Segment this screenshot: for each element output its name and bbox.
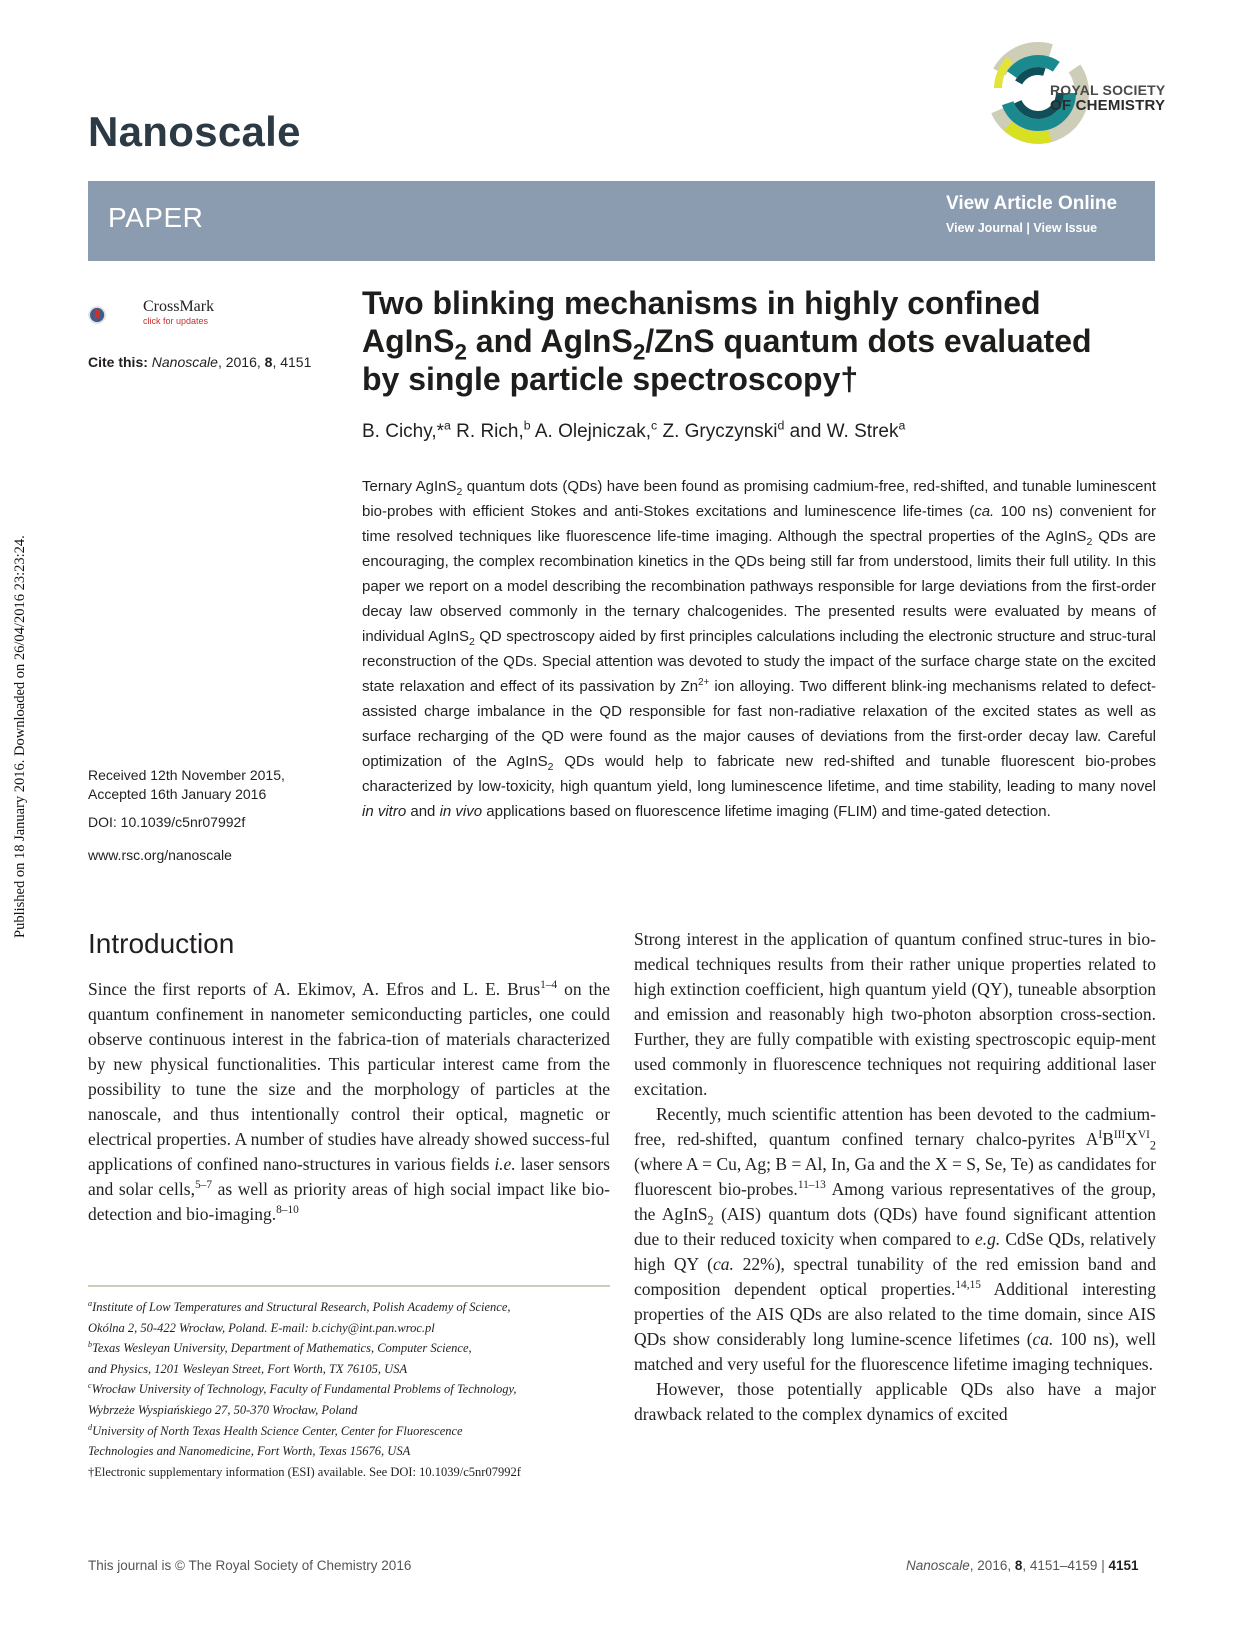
cite-label: Cite this: bbox=[88, 354, 148, 370]
superscript: I bbox=[1098, 1129, 1103, 1142]
paragraph bbox=[634, 1102, 1156, 1377]
view-issue-link[interactable]: View Issue bbox=[1033, 221, 1098, 235]
abstract-text: quantum dots (QDs) have been found as promising cadmium-free, red-shifted, and tunable luminescent bio-probes with efficient Stokes and anti-Stokes excitations and luminescence life-times ( bbox=[362, 478, 1157, 520]
reference-link[interactable]: 8–10 bbox=[276, 1204, 299, 1217]
abstract-text: and bbox=[406, 803, 440, 820]
reference-link[interactable]: 1–4 bbox=[540, 979, 558, 992]
body-text: as well as priority areas of high social impact like bio-detection and bio-imaging. bbox=[88, 1179, 610, 1224]
download-stamp: Published on 18 January 2016. Downloaded on 26/04/2016 23:23:24. bbox=[12, 535, 28, 938]
body-text: laser sensors and solar cells, bbox=[88, 1154, 610, 1199]
page-number: 4151 bbox=[1108, 1558, 1139, 1573]
subscript: 2 bbox=[469, 636, 475, 648]
journal-name: Nanoscale bbox=[88, 108, 301, 155]
abstract-text: QD spectroscopy aided by first principles calculations including the electronic structure and struc-tural reconstruction of the QDs. Special attention was devoted to study the impact of the surface charge state on the excited state relaxation and effect of its passivation by Zn bbox=[362, 628, 1156, 695]
body-text: X bbox=[1125, 1129, 1138, 1149]
affiliation-text: Wrocław University of Technology, Faculty of Fundamental Problems of Technology, bbox=[91, 1382, 517, 1397]
body-text: (AIS) quantum dots (QDs) have found significant attention due to their reduced toxicity when compared to bbox=[634, 1204, 1156, 1249]
cite-year: , 2016, bbox=[217, 354, 265, 370]
article-type-label: PAPER bbox=[108, 202, 204, 233]
abstract-text: Ternary AgInS bbox=[362, 478, 457, 495]
abstract-text: ion alloying. Two different blink-ing mechanisms related to defect-assisted charge imbalance in the QD responsible for fast non-radiative relaxation of the excited states as well as surface recharging of the QD were found as the major causes of deviations from the first-order decay law. Careful optimization of the AgInS bbox=[362, 678, 1156, 770]
affiliation-a-cont: Okólna 2, 50-422 Wrocław, Poland. E-mail: b.cichy@int.pan.wroc.pl bbox=[88, 1320, 435, 1335]
title-subscript: 2 bbox=[454, 339, 467, 365]
title-part: /ZnS quantum dots evaluated bbox=[645, 323, 1092, 359]
page-citation bbox=[906, 1558, 1139, 1573]
superscript: 2+ bbox=[698, 677, 710, 688]
affiliation-mark: a bbox=[444, 418, 451, 433]
body-italic: ca. bbox=[713, 1254, 734, 1274]
body-text: on the quantum confinement in nanometer semiconducting particles, one could observe continuous interest in the fabrica-tion of materials characterized by new physical functionalities. This particular interest came from the possibility to tune the size and the morphology of particles at the nanoscale, and thus intentionally control their optical, magnetic or electrical properties. A number of studies have already showed success-ful applications of confined nano-structures in various fields bbox=[88, 979, 610, 1174]
body-text: (where A = Cu, Ag; B = Al, In, Ga and the X = S, Se, Te) as candidates for fluorescent bio-probes. bbox=[634, 1154, 1156, 1199]
affiliation-mark: b bbox=[523, 418, 531, 433]
view-article-online-link[interactable]: View Article Online bbox=[946, 193, 1118, 214]
title-part: and AgInS bbox=[466, 323, 633, 359]
superscript: III bbox=[1113, 1129, 1126, 1142]
affiliations bbox=[88, 1297, 610, 1482]
title-subscript: 2 bbox=[632, 339, 646, 365]
affiliation-text: University of North Texas Health Science Center, Center for Fluorescence bbox=[92, 1423, 463, 1438]
abstract-italic: in vivo bbox=[439, 803, 483, 820]
intro-right-column bbox=[634, 927, 1156, 1427]
subscript: 2 bbox=[1086, 536, 1093, 548]
body-italic: i.e. bbox=[494, 1154, 516, 1174]
body-text: CdSe QDs, relatively high QY ( bbox=[634, 1229, 1156, 1274]
body-text: Additional interesting properties of the AIS QDs are also related to the time domain, since AIS QDs show considerably long lumine-scence lifetimes ( bbox=[634, 1279, 1156, 1349]
link-separator: | bbox=[1026, 221, 1030, 235]
subscript: 2 bbox=[547, 761, 554, 773]
footer-separator: | bbox=[1097, 1558, 1109, 1573]
journal-url-link[interactable]: www.rsc.org/nanoscale bbox=[88, 847, 232, 863]
footnote-divider bbox=[88, 1285, 610, 1287]
superscript: VI bbox=[1137, 1129, 1150, 1142]
abstract bbox=[362, 474, 1156, 824]
author[interactable]: Z. Gryczynski bbox=[657, 421, 778, 442]
affiliation-b-cont: and Physics, 1201 Wesleyan Street, Fort Worth, TX 76105, USA bbox=[88, 1361, 408, 1376]
affiliation-d-cont: Technologies and Nanomedicine, Fort Worth, Texas 15676, USA bbox=[88, 1444, 411, 1459]
cite-this bbox=[88, 354, 311, 370]
abstract-text: QDs are encouraging, the complex recombination kinetics in the QDs being still far from understood, limits their full utility. In this paper we report on a model describing the recombination pathways responsible for large deviations from the first-order decay law observed commonly in the ternary chalcogenides. The presented results were evaluated by means of individual AgInS bbox=[362, 528, 1156, 645]
title-part: AgInS bbox=[362, 323, 455, 359]
affiliation-mark: a bbox=[88, 1298, 93, 1308]
subscript: 2 bbox=[1149, 1138, 1156, 1153]
affiliation-c bbox=[88, 1379, 610, 1400]
author[interactable]: B. Cichy,* bbox=[362, 421, 445, 442]
article-title bbox=[362, 284, 1142, 398]
author-list bbox=[362, 418, 906, 443]
view-links bbox=[946, 221, 1097, 235]
crossmark-icon[interactable] bbox=[88, 288, 142, 342]
abstract-text: 100 ns) convenient for time resolved techniques like fluorescence life-time imaging. Although the spectral properties of the AgInS bbox=[362, 503, 1156, 545]
rsc-logo-line2: OF CHEMISTRY bbox=[1050, 97, 1166, 114]
body-text: 100 ns), well matched and very useful for the fluorescence lifetime imaging techniques. bbox=[634, 1329, 1156, 1374]
paragraph: However, those potentially applicable QDs also have a major drawback related to the complex dynamics of excited bbox=[634, 1379, 1156, 1424]
footer-journal: Nanoscale bbox=[906, 1558, 970, 1573]
affiliation-text: Institute of Low Temperatures and Structural Research, Polish Academy of Science, bbox=[92, 1300, 511, 1314]
abstract-italic: ca. bbox=[974, 503, 995, 520]
paragraph: Strong interest in the application of quantum confined struc-tures in bio-medical techniques results from their rather unique properties related to high extinction coefficient, high quantum yield (QY), tuneable absorption and emission and reasonably high two-photon absorption cross-section. Further, they are fully compatible with existing spectroscopic equip-ment used commonly in fluorescence techniques not requiring additional laser excitation. bbox=[634, 929, 1156, 1099]
title-line-3: by single particle spectroscopy† bbox=[362, 361, 859, 397]
copyright-notice: This journal is © The Royal Society of Chemistry 2016 bbox=[88, 1558, 412, 1573]
body-italic: ca. bbox=[1032, 1329, 1054, 1349]
abstract-text: applications based on fluorescence lifetime imaging (FLIM) and time-gated detection. bbox=[482, 803, 1051, 820]
intro-left-column bbox=[88, 977, 610, 1227]
footer-volume: 8 bbox=[1014, 1558, 1023, 1573]
author[interactable]: A. Olejniczak, bbox=[530, 421, 652, 442]
body-text: Since the first reports of A. Ekimov, A. Efros and L. E. Brus bbox=[88, 979, 541, 999]
affiliation-mark: c bbox=[88, 1381, 92, 1391]
affiliation-mark: b bbox=[88, 1340, 93, 1350]
esi-note[interactable]: †Electronic supplementary information (ESI) available. See DOI: 10.1039/c5nr07992f bbox=[88, 1464, 521, 1479]
title-line-1: Two blinking mechanisms in highly confined bbox=[362, 285, 1041, 321]
body-text: 22%), spectral tunability of the red emission band and composition dependent optical properties. bbox=[634, 1254, 1156, 1299]
author[interactable]: R. Rich, bbox=[450, 421, 524, 442]
footer-year: , 2016, bbox=[969, 1558, 1015, 1573]
affiliation-b bbox=[88, 1338, 610, 1359]
affiliation-mark: c bbox=[651, 418, 658, 433]
body-text: B bbox=[1102, 1129, 1114, 1149]
reference-link[interactable]: 14,15 bbox=[955, 1279, 981, 1292]
rsc-logo-text bbox=[1050, 83, 1165, 113]
crossmark-sub-label[interactable]: click for updates bbox=[143, 316, 209, 326]
body-text: Recently, much scientific attention has been devoted to the cadmium-free, red-shifted, quantum confined ternary chalco-pyrites A bbox=[634, 1104, 1156, 1149]
section-heading: Introduction bbox=[88, 928, 235, 959]
cite-page: , 4151 bbox=[272, 354, 312, 370]
rsc-logo-line1: ROYAL SOCIETY bbox=[1050, 82, 1166, 98]
view-journal-link[interactable]: View Journal bbox=[946, 221, 1023, 235]
author[interactable]: and W. Strek bbox=[784, 421, 899, 442]
affiliation-d bbox=[88, 1421, 610, 1442]
affiliation-text: Texas Wesleyan University, Department of Mathematics, Computer Science, bbox=[92, 1341, 472, 1356]
affiliation-c-cont: Wybrzeże Wyspiańskiego 27, 50-370 Wrocław, Poland bbox=[88, 1402, 358, 1417]
cite-journal: Nanoscale bbox=[151, 354, 218, 370]
abstract-text: QDs would help to fabricate new red-shifted and tunable fluorescent bio-probes characterized by low-toxicity, high quantum yield, long luminescence lifetime, and time stability, leading to many novel bbox=[362, 753, 1157, 795]
cite-volume: 8 bbox=[264, 354, 273, 370]
reference-link[interactable]: 11–13 bbox=[797, 1179, 826, 1192]
body-italic: e.g. bbox=[975, 1229, 1001, 1249]
subscript: 2 bbox=[456, 486, 463, 498]
subscript: 2 bbox=[707, 1213, 714, 1228]
affiliation-mark: d bbox=[88, 1422, 93, 1432]
received-date: Received 12th November 2015, bbox=[88, 767, 285, 783]
crossmark-label[interactable]: CrossMark bbox=[143, 298, 215, 315]
reference-link[interactable]: 5–7 bbox=[194, 1179, 212, 1192]
accepted-date: Accepted 16th January 2016 bbox=[88, 786, 267, 802]
body-text: Among various representatives of the group, the AgInS bbox=[634, 1179, 1156, 1224]
footer-pages: , 4151–4159 bbox=[1022, 1558, 1098, 1573]
affiliation-mark: d bbox=[777, 418, 785, 433]
doi[interactable]: DOI: 10.1039/c5nr07992f bbox=[88, 814, 246, 830]
title-line-2 bbox=[362, 322, 1142, 365]
affiliation-mark: a bbox=[898, 418, 906, 433]
affiliation-a bbox=[88, 1297, 610, 1318]
abstract-italic: in vitro bbox=[362, 803, 407, 820]
